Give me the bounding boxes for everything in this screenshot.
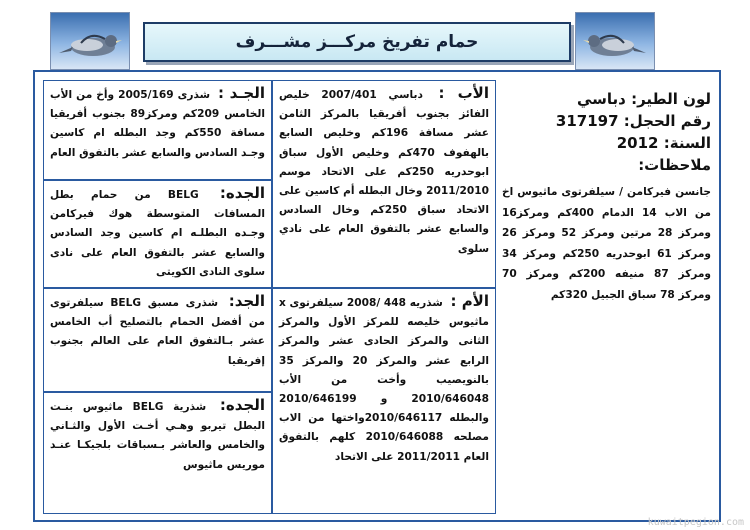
bird-year-label: السنة:	[663, 134, 711, 152]
father-label: الأب :	[438, 84, 489, 102]
paternal-grandfather-label: الجـد :	[218, 84, 265, 102]
bird-notes-label: ملاحظات:	[638, 156, 711, 174]
maternal-grandfather-label: الجد:	[228, 292, 265, 310]
mother-label: الأم :	[450, 292, 489, 310]
paternal-grandfather-text: شذرى 2005/169 وأخ من الأب الخامس 209كم ومركز89 بجنوب أفريقيا مسافة 550كم وجد البطله ام كاسين وجـد السادس والسابع عشر بالتفوق العام	[50, 89, 265, 159]
maternal-grandmother-panel	[43, 392, 272, 514]
mother-panel	[272, 288, 496, 514]
maternal-grandmother-label: الجده:	[219, 396, 265, 414]
watermark-text: kuwaitpegion.com	[647, 517, 744, 528]
paternal-grandmother-label: الجده:	[219, 184, 265, 202]
page-title: حمام تفريخ مركـــز مشـــرف	[143, 22, 571, 62]
bird-ring	[502, 110, 711, 132]
pigeon-photo-left	[50, 12, 130, 70]
paternal-grandmother-panel	[43, 180, 272, 288]
father-text: دباسي 2007/401 خليص الفائز بجنوب أفريقيا بالمركز الثامن عشر مسافة 196كم وخليص السابع بالهفوف 470كم وخليص الأول سباق ابوحدريه 250كم على الاتحاد موسم 2011/2010 وخال البطله أم كاسين على الاتحاد سباق 250كم وخال السادس والسابع عشر بالتفوق العام على نادي سلوى	[279, 89, 490, 255]
maternal-grandfather-text: شذرى مسبق BELG سيلفرتوى من أفضل الحمام بالتصليح أب الخامس عشر بـالتفوق العام على العالم بجنوب إفريقيا	[50, 297, 265, 367]
paternal-grandmother-text: BELG من حمام بطل المسافات المتوسطة هوك فيركامن وجـده البطلـه ام كاسين وجد السادس والسابع عشر بالتفوق العام على نادى سلوى النادى الكويتى	[50, 189, 265, 278]
bird-notes-text: جانسن فيركامن / سيلفرتوى ماثيوس اخ من الاب 14 الدمام 400كم ومركز16 ومركز 28 مرتين ومركز 52 ومركز 26 ومركز 61 ابوحدريه 250كم ومركز 34 ومركز 87 منيفه 200كم ومركز 70 ومركز 78 سباق الجبيل 320كم	[502, 186, 711, 301]
maternal-grandfather-panel	[43, 288, 272, 392]
bird-info-panel	[496, 80, 717, 514]
pigeon-icon	[51, 13, 129, 69]
bird-ring-value: 317197	[555, 112, 619, 130]
bird-color-label: لون الطير:	[631, 90, 711, 108]
pigeon-icon	[576, 13, 654, 69]
bird-year	[502, 132, 711, 154]
pedigree-sheet	[33, 70, 721, 522]
father-panel	[272, 80, 496, 288]
pigeon-photo-right	[575, 12, 655, 70]
bird-color	[502, 88, 711, 110]
bird-color-value: دباسي	[576, 90, 626, 108]
bird-year-value: 2012	[616, 134, 659, 152]
bird-ring-label: رقم الحجل:	[623, 112, 711, 130]
mother-text: شذريه 448 /2008 سيلفرتوى x ماثيوس خليصه للمركز الأول والمركز الثانى والمركز الحادى عشر والمركز الرابع عشر والمركز 20 والمركز 35 بالنويصيب وأخت من الأب 2010/646048 و 2010/646199 والبطله 2010/646117واختها من الاب مصلحه 2010/646088 كلهم بالتفوق العام 2011/2011 على الاتحاد	[279, 297, 490, 463]
paternal-grandfather-panel	[43, 80, 272, 180]
maternal-grandmother-text: شذرية BELG ماثيوس بنـت البطل تيربو وهـي أخـت الأول والثـاني والخامس والعاشر بـسباقات بلجيكـا عنـد موريس ماثيوس	[50, 401, 265, 471]
